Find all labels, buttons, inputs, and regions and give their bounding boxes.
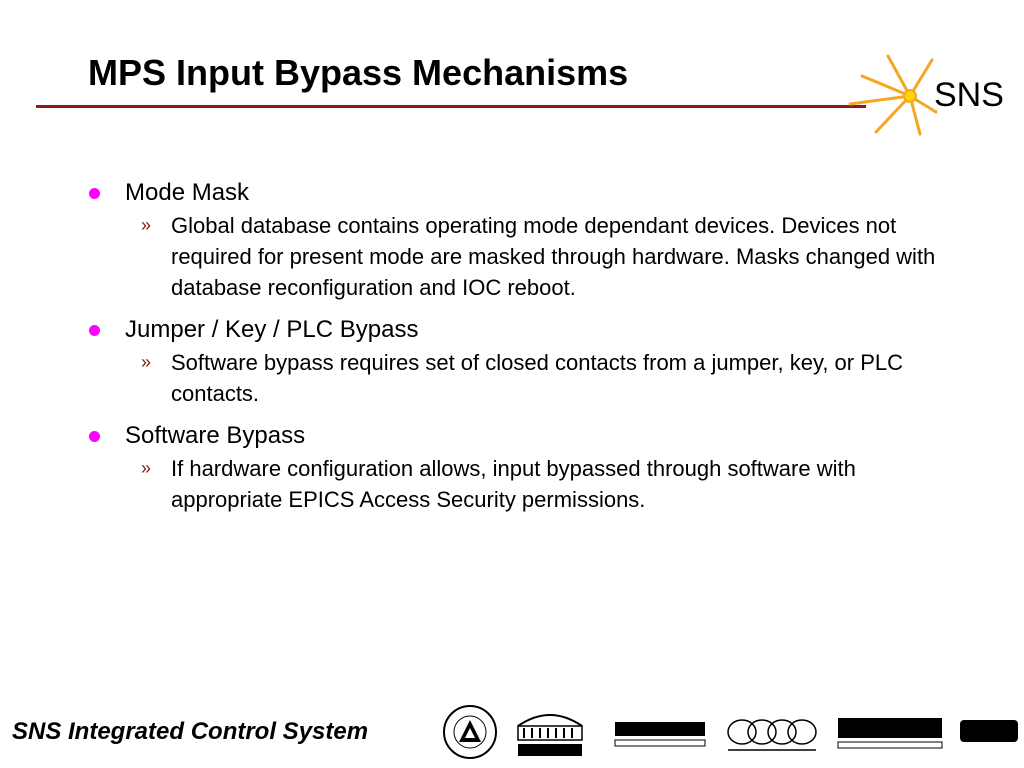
sub-bullet [141,347,951,409]
sub-bullet-text: Software bypass requires set of closed contacts from a jumper, key, or PLC contacts. [171,350,904,406]
sub-bullet [141,453,951,515]
sns-logo-text: SNS [934,76,1004,114]
sub-bullet-marker: » [141,458,152,478]
bullet-label: Software Bypass [125,422,306,449]
bullet-list [0,178,1024,527]
starburst-icon [850,56,936,134]
argonne-logo-icon [444,706,496,758]
brookhaven-logo-icon [615,722,705,746]
sub-bullet-marker: » [141,215,152,235]
bullet-dot-icon [89,431,100,442]
bullet-item [0,178,1024,303]
sub-bullet-marker: » [141,352,152,372]
sns-logo [848,54,1004,136]
bullet-label: Jumper / Key / PLC Bypass [125,316,419,343]
bullet-dot-icon [89,325,100,336]
los-alamos-logo-icon [838,718,942,748]
sub-bullet-text: If hardware configuration allows, input bypassed through software with appropriate EPICS Access Security permissions. [171,456,856,512]
bullet-label: Mode Mask [125,179,250,206]
partner-logos [440,700,1020,762]
bullet-dot-icon [89,188,100,199]
footer-title: SNS Integrated Control System [12,718,369,745]
title-rule [36,105,866,108]
sub-bullet-text: Global database contains operating mode dependant devices. Devices not required for present mode are masked through hardware. Masks changed with database reconfiguration and IOC reboot. [171,213,936,300]
jefferson-lab-logo-icon [728,720,816,750]
bullet-item [0,421,1024,515]
slide-title: MPS Input Bypass Mechanisms [88,52,629,93]
bullet-item [0,315,1024,409]
ornl-logo-icon [960,720,1018,742]
sub-bullet [141,210,951,303]
berkeley-lab-logo-icon [518,715,582,756]
